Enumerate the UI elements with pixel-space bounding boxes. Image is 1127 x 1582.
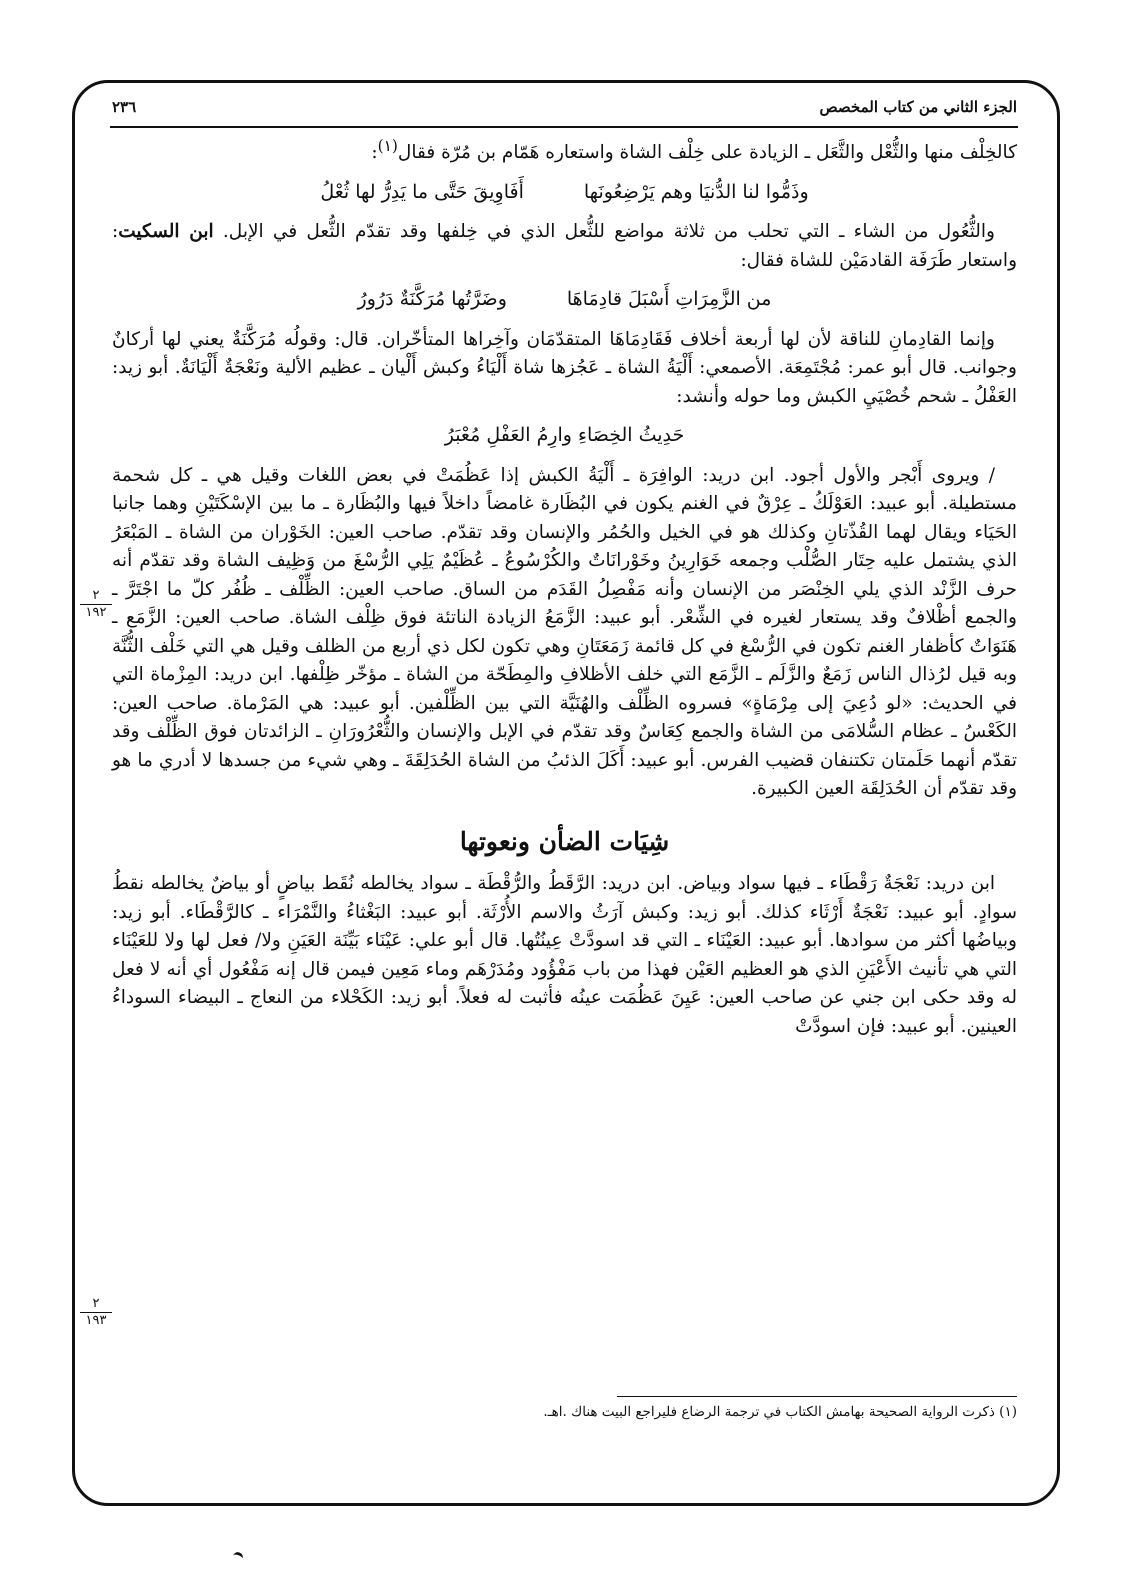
paragraph: كالخِلْف منها والثُّعْل والثَّعَل ـ الزيادة على خِلْف الشاة واستعاره هَمّام بن مُرّة فقال$^{(١)}$: (371, 137, 1017, 164)
footnote: (١) ذكرت الرواية الصحيحة بهامش الكتاب في ترجمة الرضاع فليراجع البيت هناك .اهـ. (543, 1404, 1017, 1420)
scan-mark (230, 1551, 245, 1569)
book-title: الجزء الثاني من كتاب المخصص (819, 98, 1017, 116)
margin-marker: ٢ ١٩٣ (80, 1296, 112, 1329)
poetry-verse: من الزَّمِرَاتِ أَسْبَلَ قادِمَاهَا وضَرَّتُها مُرَكَّنَةٌ دَرُورُ (357, 288, 772, 311)
section-title: شِيَات الضأن ونعوتها (459, 826, 670, 856)
footnote-ref: (١) (377, 137, 398, 155)
poetry-verse: حَدِيثُ الخِصَاءِ وارِمُ العَفْلِ مُعْبَرُ (444, 424, 685, 447)
main-text (112, 132, 1017, 1422)
margin-marker: ٢ ١٩٢ (80, 588, 112, 621)
paragraph: / ويروى أَبْجر والأول أجود. ابن دريد: الوافِرَة ـ أَلْيَةُ الكبش إذا عَظُمَتْ في بعض اللغات وقيل هي ـ كل شحمة مستطيلة. أبو عبيد: العَوْلَكُ ـ عِرْقٌ في الغنم يكون في البُظَارة غامضاً داخلاً فيها والبُظَارة ـ ما بين الإسْكَتَيْنِ وهما جانبا الحَيَاء ويقال لهما القُذّتانِ وكذلك هو في الخيل والحُمُر والإنسان وقد تقدّم. صاحب العين: الخَوْران من الشاة ـ المَبْعَرُ الذي يشتمل عليه حِتَار الصُّلْب وجمعه خَوَارِينُ وخَوْرانَاتٌ والكُرْسُوعُ ـ عُظَيْمٌ يَلِي الرُّسْغَ من وَظِيف الشاة وقد تقدّم أنه حرف الزَّنْد الذي يلي الخِنْصَر من الإنسان وأنه مَفْصِلُ القَدَم من الساق. صاحب العين: الظِّلْف ـ ظُفُر كلّ ما اجْتَرَّ ـ والجمع أظْلافٌ وقد يستعار لغيره في الشِّعْر. أبو عبيد: الزَّمَعُ الزيادة الناتئة فوق ظِلْف الشاة. صاحب العين: الزَّمَع ـ هَنَوَاتٌ كأظفار الغنم تكون في الرُّسْغ في كل قائمة زَمَعَتَانِ وهي تكون لكل ذي أربع من الظلف وقيل هي التي خَلْف الثُّنَّة وبه قيل لرُذال الناس زَمَعٌ والزَّلَم ـ الزَّمَع التي خلف الأظلافِ والمِطَحّة من الشاة ـ مؤخّر ظِلْفها. ابن دريد: المِزْماة التي في الحديث: «لو دُعِيَ إلى مِرْمَاةٍ» فسروه الظِّلْف والهُنَيَّة التي بين الظِّلْفين. أبو عبيد: هي المَرْماة. صاحب العين: الكَعْسُ ـ عظام السُّلامَى من الشاة والجمع كِعَاسٌ وقد تقدّم في الإبل والإنسان والثُّعْرُورَانِ ـ الزائدتان فوق الظِّلْف وقد تقدّم أنهما حَلَمتان تكتنفان قضيب الفرس. أبو عبيد: أَكَلَ الذئبُ من الشاة الحُدَلِقَةَ ـ وهي شيء من جسدها لا أدري ما هو وقد تقدّم أن الحُدَلِقَة العين الكبيرة. (112, 464, 1017, 800)
header-rule (110, 126, 1018, 128)
paragraph: والثُّعُول من الشاء ـ التي تحلب من ثلاثة مواضع للثُّعل الذي في خِلفها وقد تقدّم الثُّعل في الإبل. ابن السكيت: واستعار طَرَفَة القادمَيْن للشاة فقال: (112, 221, 1017, 271)
poetry-verse: وذَمُّوا لنا الدُّنيَا وهم يَرْضِعُونَها أَفَاوِيقَ حَتَّى ما يَدِرُّ لها ثُعْلُ (320, 180, 809, 203)
footnote-rule (617, 1396, 1017, 1397)
page-number: ٢٣٦ (112, 98, 137, 116)
paragraph: ابن دريد: نَعْجَةٌ رَقْطَاء ـ فيها سواد وبياض. ابن دريد: الرَّقَطُ والرُّقْطَة ـ سواد يخالطه نُقَط بياضٍ أو بياضٌ يخالطه نقطُ سوادٍ. أبو عبيد: نَعْجَةٌ أَرْثَاء كذلك. أبو زيد: وكبش آرَثُ والاسم الأُرْثَة. أبو عبيد: البَغْثاءُ والنَّمْرَاء ـ كالرَّقْطَاء. أبو زيد: وبياضُها أكثر من سوادها. أبو عبيد: العَيْنَاء ـ التي قد اسودَّتْ عِينُتُها. قال أبو علي: عَيْنَاء بَيِّنَة العَيَنِ ولا/ فعل لها ولا للعَيْنَاء التي هي تأنيث الأَعْيَنِ الذي هو العظيم العَيْن فهذا من باب مَفْؤُود ومُدَرْهَم وماء مَعِين فيمن قال إنه مَفْعُول أي أنه لا فعل له وقد حكى ابن جني عن صاحب العين: عَيِنَ عَظُمَت عينُه فأثبت له فعلاً. أبو زيد: الكَحْلاء من النعاج ـ البيضاء السوداءُ العينين. أبو عبيد: فإن اسودَّتْ (112, 873, 1017, 1037)
paragraph: وإنما القادِمانِ للناقة لأن لها أربعة أخلاف فَقَادِمَاهَا المتقدّمَان وآخِراها المتأخّران. قال: وقولُه مُرَكَّنَةٌ يعني لها أركانٌ وجوانب. قال أبو عمر: مُجْتَمِعَة. الأصمعي: أَلْيَةُ الشاة ـ عَجُزها شاة أَلْيَاءُ وكبش أَلْيان ـ عظيم الألية ونَعْجَةٌ أَلْيَانَةٌ. أبو زيد: العَفْلُ ـ شحم خُصْيَيِ الكبش وما حوله وأنشد: (112, 328, 1017, 407)
running-header (112, 92, 1017, 122)
